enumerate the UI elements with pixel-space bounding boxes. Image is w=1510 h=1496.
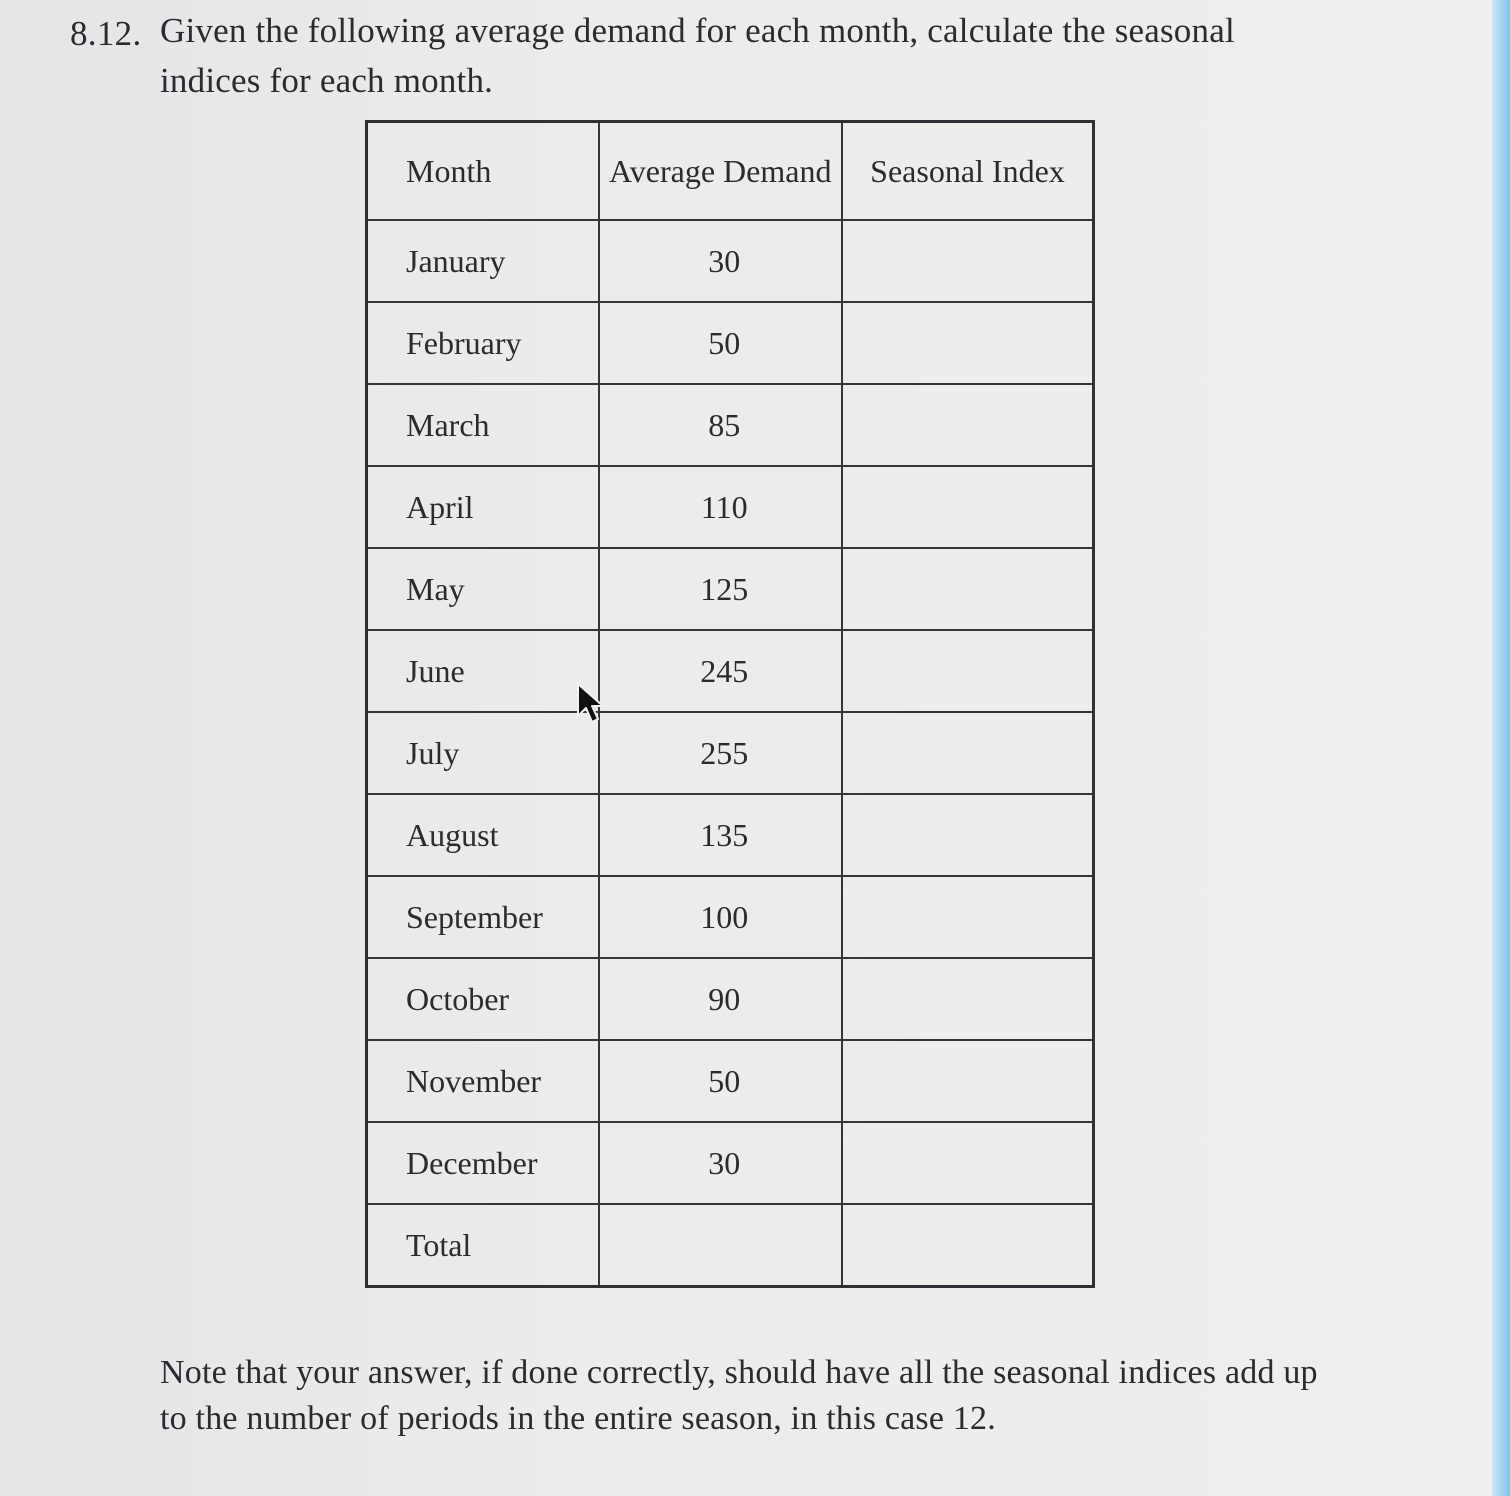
mouse-pointer-icon (576, 682, 608, 730)
table-header-row (367, 122, 1094, 221)
table-row (367, 384, 1094, 466)
table-row (367, 466, 1094, 548)
seasonal-index-cell (842, 384, 1094, 466)
seasonal-index-cell (842, 794, 1094, 876)
month-cell: June (367, 630, 599, 712)
total-row (367, 1204, 1094, 1287)
average-demand-cell: 125 (599, 548, 842, 630)
table-row (367, 220, 1094, 302)
month-cell: April (367, 466, 599, 548)
table-row (367, 630, 1094, 712)
average-demand-cell: 50 (599, 302, 842, 384)
table-row (367, 1122, 1094, 1204)
table-row (367, 1040, 1094, 1122)
month-cell: July (367, 712, 599, 794)
average-demand-cell: 100 (599, 876, 842, 958)
month-cell: October (367, 958, 599, 1040)
table-row (367, 302, 1094, 384)
seasonal-index-cell (842, 302, 1094, 384)
average-demand-cell (599, 1204, 842, 1287)
demand-table (365, 120, 1095, 1288)
table-row (367, 794, 1094, 876)
note: Note that your answer, if done correctly, should have all the seasonal indices add up to the number of periods in the entire season, in this case 12. (160, 1354, 1318, 1437)
month-cell: May (367, 548, 599, 630)
problem-statement: Given the following average demand for each month, calculate the seasonal indices for each month. (160, 11, 1235, 100)
header-month: Month (367, 122, 599, 221)
month-cell: January (367, 220, 599, 302)
month-cell: November (367, 1040, 599, 1122)
seasonal-index-cell (842, 712, 1094, 794)
problem-number: 8.12. (70, 14, 142, 53)
table-row (367, 876, 1094, 958)
average-demand-cell: 50 (599, 1040, 842, 1122)
seasonal-index-cell (842, 1204, 1094, 1287)
month-cell: August (367, 794, 599, 876)
seasonal-index-cell (842, 220, 1094, 302)
average-demand-cell: 30 (599, 220, 842, 302)
average-demand-cell: 110 (599, 466, 842, 548)
month-cell: September (367, 876, 599, 958)
table-body (367, 220, 1094, 1287)
seasonal-index-cell (842, 958, 1094, 1040)
average-demand-cell: 30 (599, 1122, 842, 1204)
month-cell: December (367, 1122, 599, 1204)
table-row (367, 712, 1094, 794)
seasonal-index-cell (842, 1122, 1094, 1204)
table-row (367, 958, 1094, 1040)
month-cell: March (367, 384, 599, 466)
seasonal-index-cell (842, 466, 1094, 548)
table-row (367, 548, 1094, 630)
average-demand-cell: 245 (599, 630, 842, 712)
month-cell: Total (367, 1204, 599, 1287)
seasonal-index-cell (842, 1040, 1094, 1122)
seasonal-index-cell (842, 630, 1094, 712)
screen-edge (1492, 0, 1510, 1496)
average-demand-cell: 85 (599, 384, 842, 466)
seasonal-index-cell (842, 876, 1094, 958)
average-demand-cell: 90 (599, 958, 842, 1040)
header-average-demand: Average Demand (599, 122, 842, 221)
average-demand-cell: 255 (599, 712, 842, 794)
average-demand-cell: 135 (599, 794, 842, 876)
header-seasonal-index: Seasonal Index (842, 122, 1094, 221)
month-cell: February (367, 302, 599, 384)
seasonal-index-cell (842, 548, 1094, 630)
